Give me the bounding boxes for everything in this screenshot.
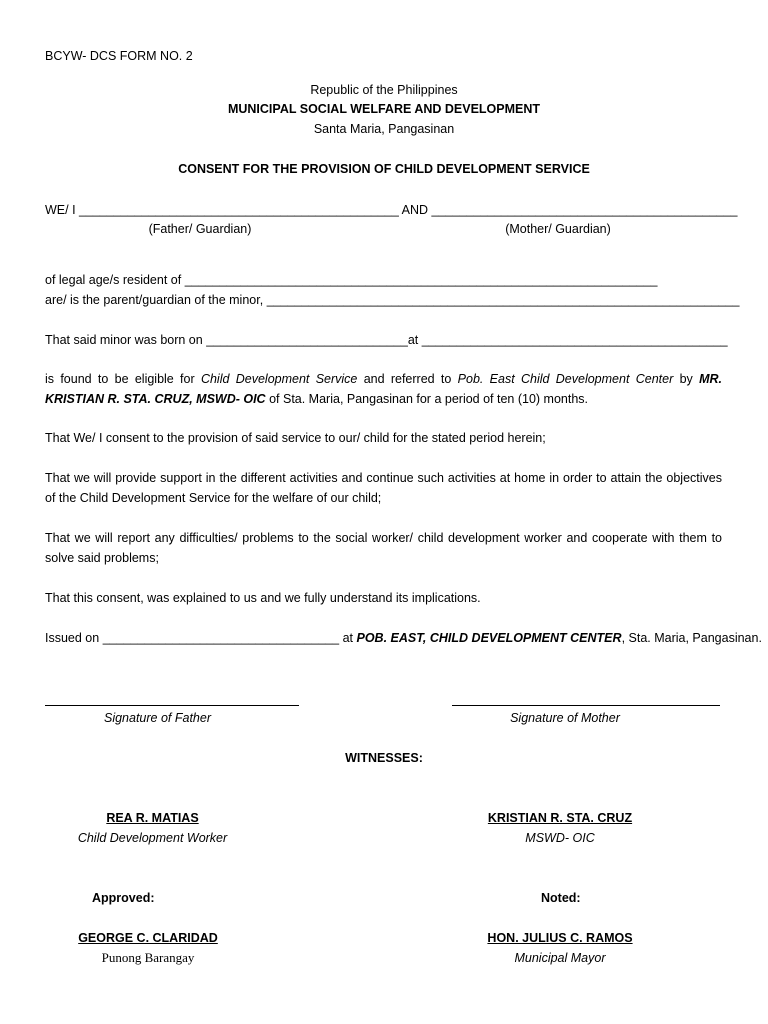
parent-of-minor-line: [45, 294, 739, 307]
birthplace-blank: ____________________________________________: [421, 333, 728, 347]
issued-place: POB. EAST, CHILD DEVELOPMENT CENTER: [356, 631, 622, 645]
father-guardian-label: (Father/ Guardian): [148, 222, 252, 236]
document-title: CONSENT FOR THE PROVISION OF CHILD DEVELOPMENT SERVICE: [178, 162, 590, 176]
noter-name: HON. JULIUS C. RAMOS: [487, 931, 633, 945]
witness2-title: MSWD- OIC: [525, 831, 595, 845]
approver-name: GEORGE C. CLARIDAD: [78, 931, 218, 945]
header-republic: Republic of the Philippines: [310, 83, 458, 97]
resident-text: of legal age/s resident of: [45, 273, 182, 287]
header-location: Santa Maria, Pangasinan: [313, 122, 455, 136]
mother-signature-line: [452, 705, 720, 706]
support-paragraph: That we will provide support in the different activities and continue such activities at home in order to attain the objectives of the Child Development Service for the welfare of our child;: [45, 471, 722, 505]
parents-line: [45, 204, 737, 217]
issued-date-blank: __________________________________: [102, 631, 340, 645]
parent-of-minor-text: are/ is the parent/guardian of the minor,: [45, 293, 264, 307]
issued-prefix: Issued on: [45, 631, 100, 645]
eligibility-paragraph: [45, 369, 722, 409]
mother-signature-label: Signature of Mother: [510, 711, 620, 725]
eligibility-text-2: and referred to: [363, 372, 452, 386]
approved-label: Approved:: [92, 891, 155, 905]
service-name: Child Development Service: [200, 372, 358, 386]
witness2-name: KRISTIAN R. STA. CRUZ: [487, 811, 633, 825]
parents-and: AND: [401, 203, 429, 217]
father-signature-label: Signature of Father: [103, 711, 211, 725]
eligibility-text-1: is found to be eligible for: [45, 372, 195, 386]
officer-name: MR. KRISTIAN R. STA. CRUZ, MSWD- OIC: [45, 372, 722, 406]
mother-blank: ____________________________________________: [431, 203, 738, 217]
born-line: [45, 334, 728, 347]
witnesses-label: WITNESSES:: [345, 751, 423, 765]
report-paragraph: That we will report any difficulties/ problems to the social worker/ child development worker and cooperate with them to solve said problems;: [45, 531, 722, 565]
issued-at: at: [342, 631, 353, 645]
witness1-title: Child Development Worker: [77, 831, 228, 845]
father-blank: ______________________________________________: [79, 203, 399, 217]
eligibility-text-4: of Sta. Maria, Pangasinan for a period of ten (10) months.: [269, 392, 589, 406]
born-at: at: [407, 333, 419, 347]
noter-title: Municipal Mayor: [514, 951, 606, 965]
resident-blank: ____________________________________________________________________: [184, 273, 658, 287]
resident-line: [45, 274, 657, 287]
born-text: That said minor was born on: [45, 333, 203, 347]
noted-label: Noted:: [541, 891, 581, 905]
form-number: BCYW- DCS FORM NO. 2: [45, 49, 193, 63]
birthdate-blank: _____________________________: [206, 333, 408, 347]
eligibility-text-3: by: [679, 372, 693, 386]
center-name: Pob. East Child Development Center: [457, 372, 674, 386]
father-signature-line: [45, 705, 299, 706]
explained-paragraph: That this consent, was explained to us and we fully understand its implications.: [45, 591, 481, 605]
consent-paragraph: That We/ I consent to the provision of said service to our/ child for the stated period herein;: [45, 431, 546, 445]
header-office: MUNICIPAL SOCIAL WELFARE AND DEVELOPMENT: [227, 102, 541, 116]
parents-prefix: WE/ I: [45, 203, 76, 217]
issued-suffix: , Sta. Maria, Pangasinan.: [621, 631, 762, 645]
minor-name-blank: ____________________________________________________________________: [266, 293, 740, 307]
witness1-name: REA R. MATIAS: [106, 811, 199, 825]
approver-title: Punong Barangay: [101, 950, 195, 965]
mother-guardian-label: (Mother/ Guardian): [505, 222, 611, 236]
issued-line: [45, 632, 762, 645]
